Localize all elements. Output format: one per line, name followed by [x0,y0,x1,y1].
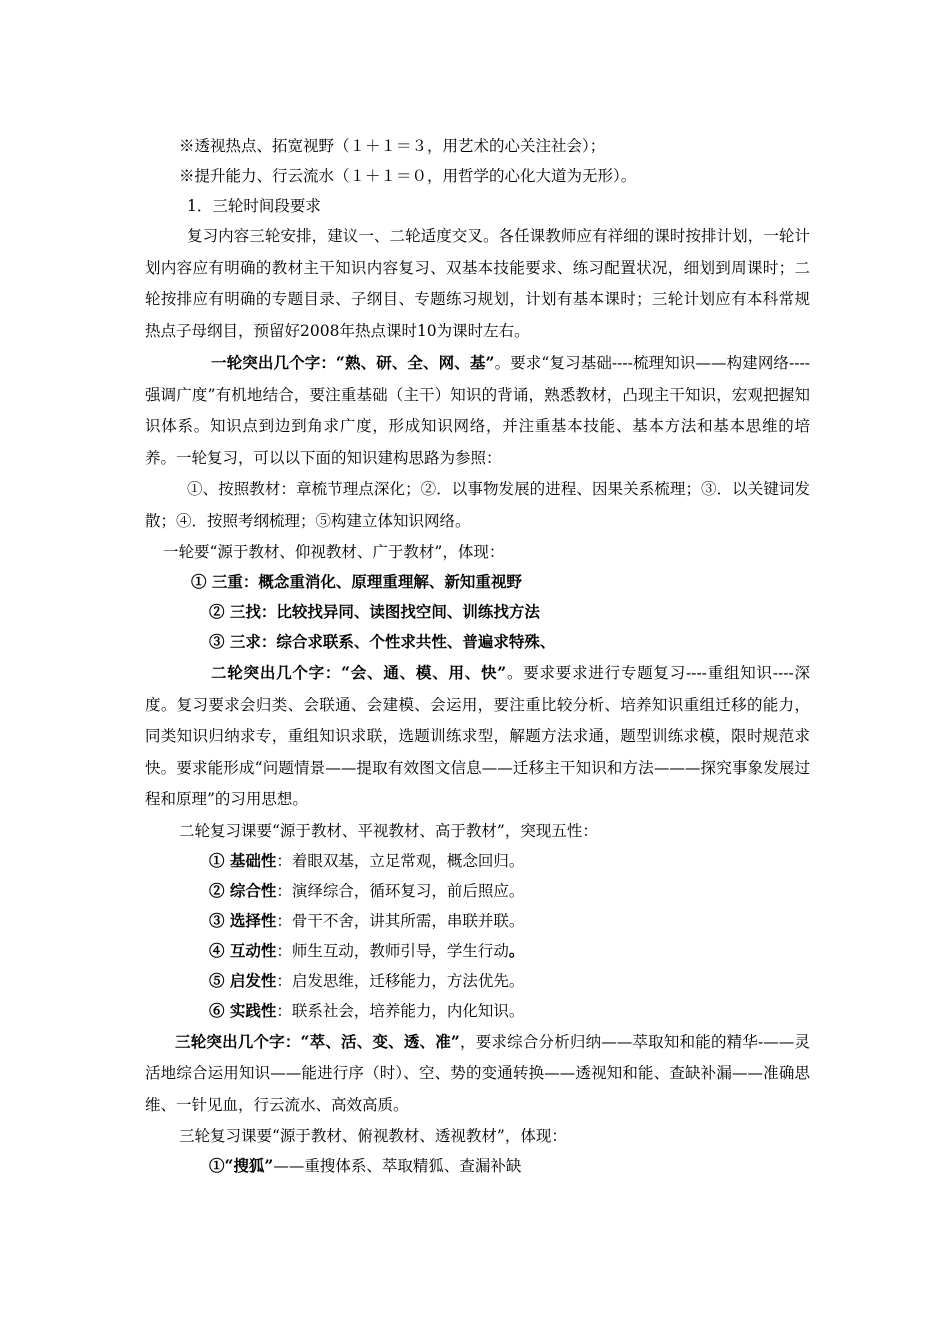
round-one-text: 。要求“复习基础----梳理知识——构建网络----强调广度”有机地结合，要注重基础（主干）知识的背诵，熟悉教材，凸现主干知识，宏观把握知识体系。知识点到边到角求广度，形成知识网络，并注重基本技能、基本方法和基本思维的培养。一轮复习，可以以下面的知识建构思路为参照： [145,354,810,467]
round-two-text: 。要求要求进行专题复习----重组知识----深度。复习要求会归类、会联通、会建模、会运用，要注重比较分析、培养知识重组迁移的能力，同类知识归纳求专，重组知识求联，选题训练求型，解题方法求通，题型训练求模，限时规范求快。要求能形成“问题情景——提取有效图文信息——迁移主干知识和方法———探究事象发展过程和原理”的习用思想。 [145,664,810,808]
item-label: ⑥ 实践性 [209,1000,277,1020]
round-two-item-4 [145,936,810,966]
round-two-item-3 [145,906,810,936]
round-two-item-6 [145,996,810,1026]
round-three-summary: 三轮复习课要“源于教材、俯视教材、透视教材”，体现： [179,1127,567,1145]
round-one-item-1: ① 三重：概念重消化、原理重理解、新知重视野 [191,572,522,591]
item-label: ⑤ 启发性 [209,970,277,990]
item-text: ：师生互动，教师引导，学生行动 [276,941,509,960]
round-two-item-5 [145,966,810,996]
document-page [145,131,810,1181]
item-text: ：演绎综合，循环复习，前后照应。 [276,881,525,900]
item-label: ④ 互动性 [209,940,277,960]
item-label: ③ 选择性 [209,910,277,930]
item-text: ——重搜体系、萃取精狐、查漏补缺 [273,1157,522,1175]
item-text: ：着眼双基，立足常观，概念回归。 [276,851,525,870]
round-two-item-1 [145,846,810,876]
round-one-item-2: ② 三找：比较找异同、读图找空间、训练找方法 [209,602,540,621]
round-three-heading: 三轮突出几个字：“萃、活、变、透、准” [175,1031,460,1051]
paragraph-round-three [145,1026,810,1122]
item-label: ①“搜狐” [209,1156,274,1175]
paragraph-round-two [145,657,810,816]
round-two-summary: 二轮复习课要“源于教材、平视教材、高于教材”，突现五性： [179,821,598,840]
round-two-item-2 [145,876,810,906]
point-ability: ※提升能力、行云流水（１＋１＝０，用哲学的心化大道为无形）。 [179,167,637,185]
item-label: ① 基础性 [209,850,277,870]
round-one-summary: 一轮要“源于教材、仰视教材、广于教材”，体现： [163,543,505,561]
round-two-heading: 二轮突出几个字：“会、通、模、用、快” [211,663,507,682]
item-text: ：联系社会，培养能力，内化知识。 [276,1001,525,1020]
round-three-item-1 [145,1151,810,1181]
point-hotspots: ※透视热点、拓宽视野（１＋１＝３，用艺术的心关注社会）； [179,137,606,155]
section-heading: 1．三轮时间段要求 [187,197,321,215]
paragraph-schedule: 复习内容三轮安排，建议一、二轮适度交叉。各任课教师应有祥细的课时按排计划，一轮计划内容应有明确的教材主干知识内容复习、双基本技能要求、练习配置状况，细划到周课时；二轮按排应有明确的专题目录、子纲目、专题练习规划，计划有基本课时；三轮计划应有本科常规热点子母纲目，预留好2008年热点课时10为课时左右。 [145,227,810,340]
item-text: ：骨干不舍，讲其所需，串联并联。 [276,911,525,930]
item-end: 。 [508,940,525,960]
paragraph-round-one [145,347,810,474]
round-one-item-3: ③ 三求：综合求联系、个性求共性、普遍求特殊、 [209,632,556,651]
paragraph-knowledge-structure: ①、按照教材：章梳节理点深化；②．以事物发展的进程、因果关系梳理；③．以关键词发散；④．按照考纲梳理；⑤构建立体知识网络。 [145,480,810,530]
item-label: ② 综合性 [209,880,277,900]
item-text: ：启发思维，迁移能力，方法优先。 [276,971,525,990]
round-three-text: ，要求综合分析归纳——萃取知和能的精华-——灵活地综合运用知识——能进行序（时）、空、势的变通转换——透视知和能、查缺补漏——准确思维、一针见血，行云流水、高效高质。 [145,1032,810,1114]
round-one-heading: 一轮突出几个字：“熟、研、全、网、基” [211,353,495,372]
